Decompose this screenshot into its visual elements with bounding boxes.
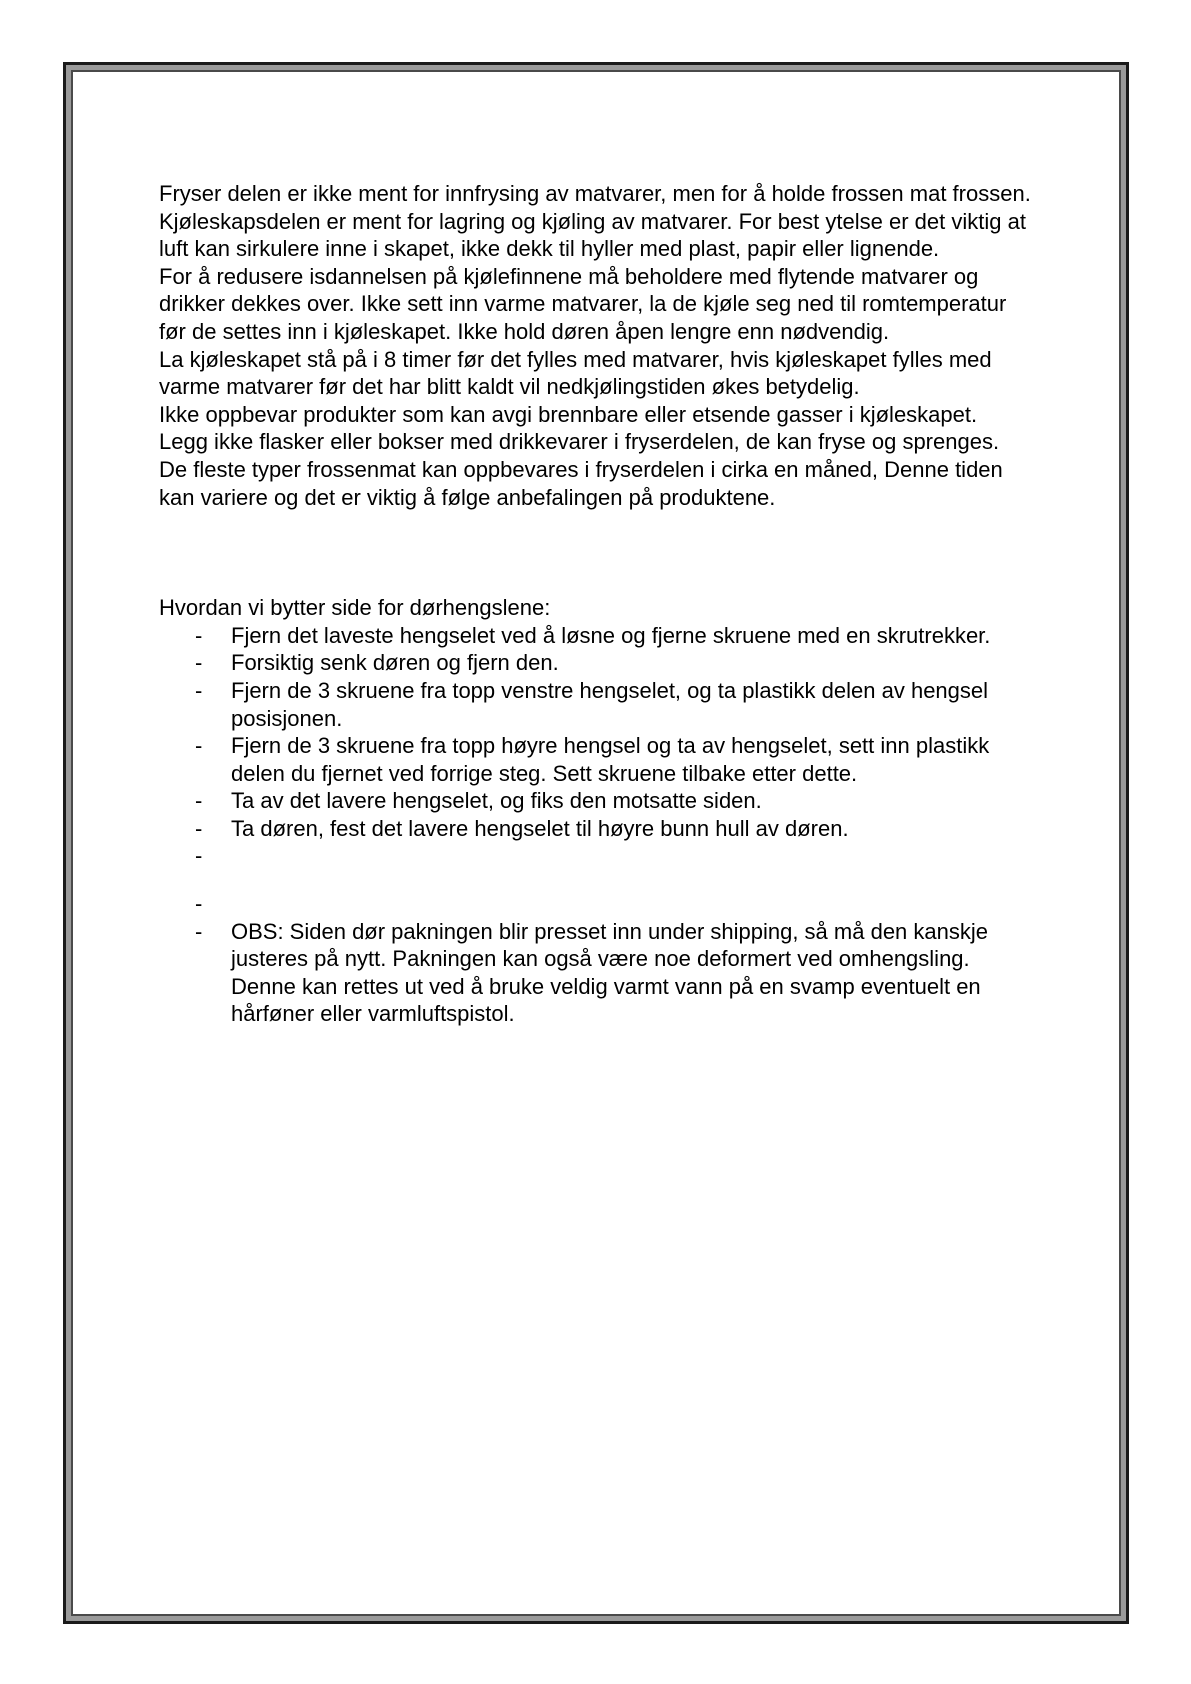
list-dash: - <box>195 733 203 759</box>
list-dash: - <box>195 843 203 869</box>
list-item-empty <box>159 890 1039 918</box>
list-dash: - <box>195 622 203 648</box>
list-dash: - <box>195 677 203 703</box>
list-item <box>159 622 1039 650</box>
paragraph-ice-reduction: For å redusere isdannelsen på kjølefinnene må beholdere med flytende matvarer og drikker dekkes over. Ikke sett inn varme matvarer, la de kjøle seg ned til romtemperatur før de settes inn i kjøleskapet. Ikke hold døren åpen lengre enn nødvendig. <box>159 263 1007 344</box>
paragraph-fridge-storage: Kjøleskapsdelen er ment for lagring og kjøling av matvarer. For best ytelse er det viktig at luft kan sirkulere inne i skapet, ikke dekk til hyller med plast, papir eller lignende. <box>159 208 1026 262</box>
list-dash: - <box>195 788 203 814</box>
paragraph-frozen-food-duration: De fleste typer frossenmat kan oppbevares i fryserdelen i cirka en måned, Denne tiden kan variere og det er viktig å følge anbefalingen på produktene. <box>159 456 1003 510</box>
list-item-obs-note <box>159 918 1039 1028</box>
list-dash: - <box>195 891 203 917</box>
section-spacer <box>159 511 1039 594</box>
list-item-text: Ta døren, fest det lavere hengselet til høyre bunn hull av døren. <box>231 815 849 841</box>
list-item-text: OBS: Siden dør pakningen blir presset inn under shipping, så må den kanskje justeres på nytt. Pakningen kan også være noe deformert ved omhengsling. Denne kan rettes ut ved å bruke veldig varmt vann på en svamp eventuelt en hårføner eller varmluftspistol. <box>231 918 988 1027</box>
list-dash: - <box>195 650 203 676</box>
paragraph-flammable-gases: Ikke oppbevar produkter som kan avgi brennbare eller etsende gasser i kjøleskapet. <box>159 401 978 427</box>
paragraph-startup-time: La kjøleskapet stå på i 8 timer før det fylles med matvarer, hvis kjøleskapet fylles med varme matvarer før det har blitt kaldt vil nedkjølingstiden økes betydelig. <box>159 346 992 400</box>
list-item-text: Ta av det lavere hengselet, og fiks den motsatte siden. <box>231 788 762 814</box>
list-dash: - <box>195 918 203 944</box>
list-item-empty <box>159 842 1039 870</box>
list-item-text: Fjern det laveste hengselet ved å løsne og fjerne skruene med en skrutrekker. <box>231 622 991 648</box>
document-body <box>159 180 1039 1028</box>
list-item <box>159 677 1039 732</box>
list-item <box>159 815 1039 843</box>
list-item-text: Fjern de 3 skruene fra topp venstre hengselet, og ta plastikk delen av hengsel posisjonen. <box>231 677 989 731</box>
list-item-text: Fjern de 3 skruene fra topp høyre hengsel og ta av hengselet, sett inn plastikk delen du fjernet ved forrige steg. Sett skruene tilbake etter dette. <box>231 733 990 786</box>
list-item-text: Forsiktig senk døren og fjern den. <box>231 650 559 676</box>
list-item <box>159 649 1039 677</box>
list-item <box>159 787 1039 815</box>
paragraph-freezer-purpose: Fryser delen er ikke ment for innfrysing av matvarer, men for å holde frossen mat frossen. <box>159 181 1031 206</box>
hinge-steps-list <box>159 622 1039 1028</box>
hinge-section-heading: Hvordan vi bytter side for dørhengslene: <box>159 595 551 621</box>
list-item <box>159 732 1039 787</box>
list-dash: - <box>195 815 203 841</box>
paragraph-bottles-warning: Legg ikke flasker eller bokser med drikkevarer i fryserdelen, de kan fryse og sprenges. <box>159 429 1000 455</box>
